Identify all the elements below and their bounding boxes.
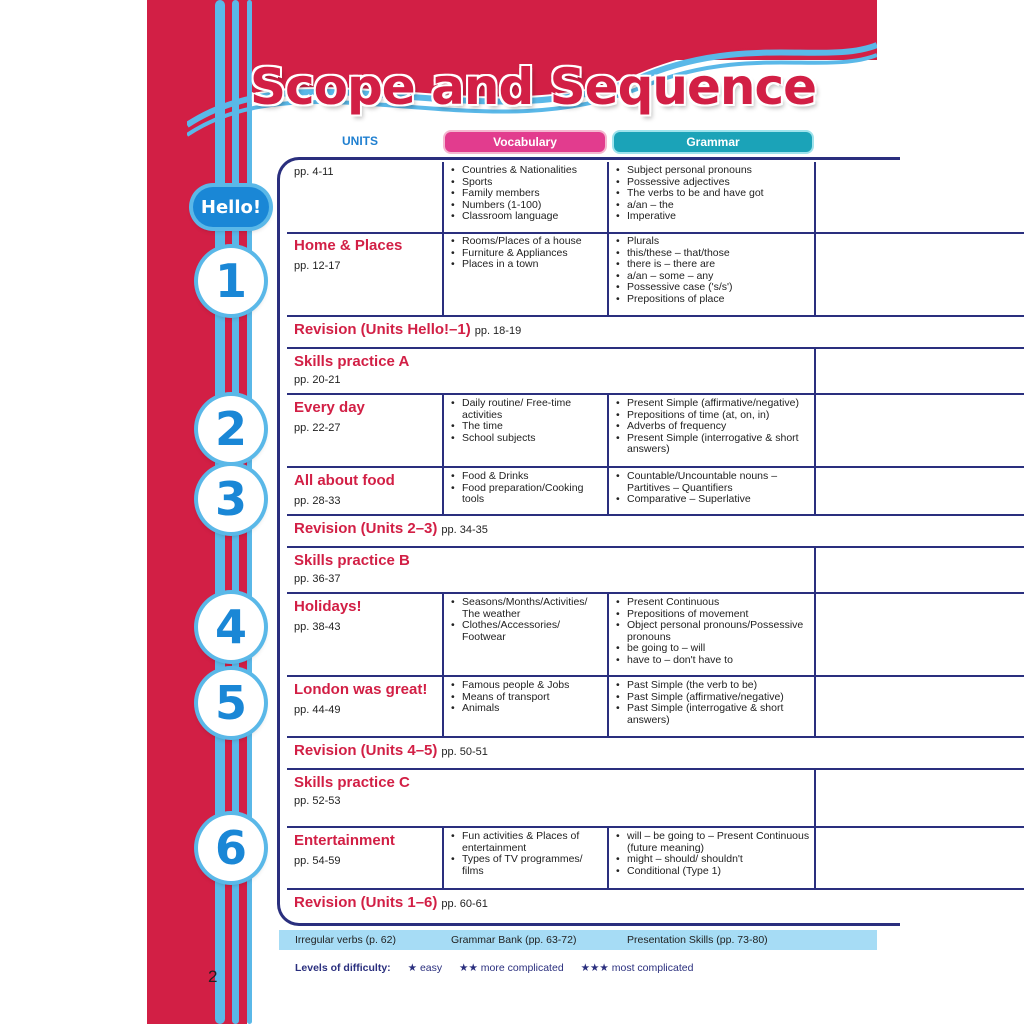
revision-pages: pp. 34-35 [441, 524, 488, 536]
skills-cell [287, 548, 816, 592]
unit-pages: pp. 44-49 [294, 704, 341, 716]
skills-title: Skills practice B [294, 552, 410, 569]
list-item: • Furniture & Appliances [451, 248, 603, 260]
list-item: • Places in a town [451, 259, 603, 271]
vocabulary-cell [444, 594, 609, 675]
list-item: • Means of transport [451, 692, 603, 704]
list-item: • Clothes/Accessories/ Footwear [451, 620, 603, 643]
revision-title [294, 742, 488, 759]
list-item: • Seasons/Months/Activities/ The weather [451, 597, 603, 620]
list-item: • there is – there are [616, 259, 810, 271]
revision-label: Revision (Units 1–6) [294, 894, 438, 911]
skills-pages: pp. 36-37 [294, 573, 341, 585]
legend-label: Levels of difficulty: [295, 962, 391, 974]
vocabulary-cell [444, 828, 609, 888]
unit-cell [287, 162, 444, 232]
table-row [287, 548, 1024, 594]
table-row [287, 594, 1024, 677]
unit-title: Entertainment [294, 832, 395, 849]
unit-title: Holidays! [294, 598, 362, 615]
revision-pages: pp. 60-61 [441, 898, 488, 910]
list-item: • Past Simple (the verb to be) [616, 680, 810, 692]
table-row [287, 162, 1024, 234]
unit-cell [287, 677, 444, 736]
list-item: • Possessive case ('s/s') [616, 282, 810, 294]
vocabulary-cell [444, 468, 609, 514]
list-item: • this/these – that/those [616, 248, 810, 260]
list-item: • Object personal pronouns/Possessive pronouns [616, 620, 810, 643]
header-grammar: Grammar [614, 132, 812, 152]
list-item: • Daily routine/ Free-time activities [451, 398, 603, 421]
list-item: • Classroom language [451, 211, 603, 223]
header-vocabulary: Vocabulary [445, 132, 605, 152]
table-row [287, 770, 1024, 828]
unit-title: London was great! [294, 681, 428, 698]
grammar-cell [609, 395, 816, 466]
unit-pages: pp. 54-59 [294, 855, 341, 867]
unit-badge-4: 4 [198, 594, 264, 660]
table-row [287, 395, 1024, 468]
table-row [287, 890, 1024, 918]
unit-cell [287, 395, 444, 466]
list-item: • Past Simple (interrogative & short answers) [616, 703, 810, 726]
list-item: • Prepositions of movement [616, 609, 810, 621]
grammar-cell [609, 233, 816, 315]
table-row [287, 317, 1024, 349]
list-item: • Rooms/Places of a house [451, 236, 603, 248]
skills-pages: pp. 52-53 [294, 795, 341, 807]
unit-title: Home & Places [294, 237, 403, 254]
revision-label: Revision (Units 2–3) [294, 520, 438, 537]
skills-title: Skills practice C [294, 774, 410, 791]
list-item: • The verbs to be and have got [616, 188, 810, 200]
unit-badge-1: 1 [198, 248, 264, 314]
revision-label: Revision (Units Hello!–1) [294, 321, 471, 338]
grammar-cell [609, 468, 816, 514]
unit-cell [287, 468, 444, 514]
page-title: Scope and Sequence [250, 58, 817, 116]
list-item: • Animals [451, 703, 603, 715]
legend-most: ★★★ most complicated [580, 962, 694, 974]
list-item: • Comparative – Superlative [616, 494, 810, 506]
skills-pages: pp. 20-21 [294, 374, 341, 386]
unit-title: All about food [294, 472, 395, 489]
unit-pages: pp. 38-43 [294, 621, 341, 633]
table-row [287, 349, 1024, 395]
grammar-cell [609, 162, 816, 232]
grammar-bank-label: Grammar Bank (pp. 63-72) [451, 934, 577, 946]
revision-pages: pp. 50-51 [441, 746, 488, 758]
grammar-cell [609, 677, 816, 736]
revision-label: Revision (Units 4–5) [294, 742, 438, 759]
list-item: • a/an – the [616, 200, 810, 212]
unit-pages: pp. 28-33 [294, 495, 341, 507]
grammar-cell [609, 594, 816, 675]
list-item: • have to – don't have to [616, 655, 810, 667]
vocabulary-cell [444, 395, 609, 466]
skills-title: Skills practice A [294, 353, 410, 370]
unit-pages: pp. 22-27 [294, 422, 341, 434]
table-row [287, 233, 1024, 317]
list-item: • Famous people & Jobs [451, 680, 603, 692]
list-item: • might – should/ shouldn't [616, 854, 810, 866]
list-item: • be going to – will [616, 643, 810, 655]
grammar-cell [609, 828, 816, 888]
unit-badge-2: 2 [198, 396, 264, 462]
list-item: • Countable/Uncountable nouns – Partitives – Quantifiers [616, 471, 810, 494]
appendix-bar [279, 930, 877, 950]
list-item: • Subject personal pronouns [616, 165, 810, 177]
header-units: UNITS [342, 134, 378, 148]
list-item: • Present Continuous [616, 597, 810, 609]
list-item: • Present Simple (affirmative/negative) [616, 398, 810, 410]
skills-cell [287, 770, 816, 826]
unit-badge-hello: Hello! [193, 187, 269, 227]
legend-more: ★★ more complicated [459, 962, 564, 974]
list-item: • Fun activities & Places of entertainment [451, 831, 603, 854]
unit-pages: pp. 4-11 [294, 166, 334, 178]
irregular-verbs-label: Irregular verbs (p. 62) [295, 934, 396, 946]
page-number: 2 [208, 967, 218, 986]
revision-pages: pp. 18-19 [474, 325, 522, 337]
list-item: • Plurals [616, 236, 810, 248]
unit-cell [287, 828, 444, 888]
difficulty-legend [295, 962, 707, 974]
presentation-skills-label: Presentation Skills (pp. 73-80) [627, 934, 768, 946]
unit-cell [287, 233, 444, 315]
list-item: • will – be going to – Present Continuous (future meaning) [616, 831, 810, 854]
unit-badge-3: 3 [198, 466, 264, 532]
unit-badge-5: 5 [198, 670, 264, 736]
list-item: • Sports [451, 177, 603, 189]
list-item: • Possessive adjectives [616, 177, 810, 189]
unit-cell [287, 594, 444, 675]
list-item: • The time [451, 421, 603, 433]
list-item: • Food & Drinks [451, 471, 603, 483]
vocabulary-cell [444, 233, 609, 315]
legend-easy: ★ easy [407, 962, 443, 974]
vocabulary-cell [444, 162, 609, 232]
list-item: • Food preparation/Cooking tools [451, 483, 603, 506]
list-item: • Types of TV programmes/ films [451, 854, 603, 877]
list-item: • Present Simple (interrogative & short answers) [616, 433, 810, 456]
list-item: • Past Simple (affirmative/negative) [616, 692, 810, 704]
table-row [287, 677, 1024, 738]
list-item: • Imperative [616, 211, 810, 223]
revision-title [294, 321, 521, 338]
list-item: • Numbers (1-100) [451, 200, 603, 212]
unit-badge-6: 6 [198, 815, 264, 881]
table-row [287, 516, 1024, 548]
list-item: • Conditional (Type 1) [616, 866, 810, 878]
list-item: • School subjects [451, 433, 603, 445]
skills-cell [287, 349, 816, 393]
revision-title [294, 894, 488, 911]
table-row [287, 468, 1024, 516]
list-item: • Family members [451, 188, 603, 200]
table-row [287, 828, 1024, 890]
list-item: • a/an – some – any [616, 271, 810, 283]
unit-title: Every day [294, 399, 365, 416]
list-item: • Prepositions of time (at, on, in) [616, 410, 810, 422]
vocabulary-cell [444, 677, 609, 736]
table-row [287, 738, 1024, 770]
revision-title [294, 520, 488, 537]
unit-pages: pp. 12-17 [294, 260, 341, 272]
list-item: • Prepositions of place [616, 294, 810, 306]
list-item: • Countries & Nationalities [451, 165, 603, 177]
list-item: • Adverbs of frequency [616, 421, 810, 433]
